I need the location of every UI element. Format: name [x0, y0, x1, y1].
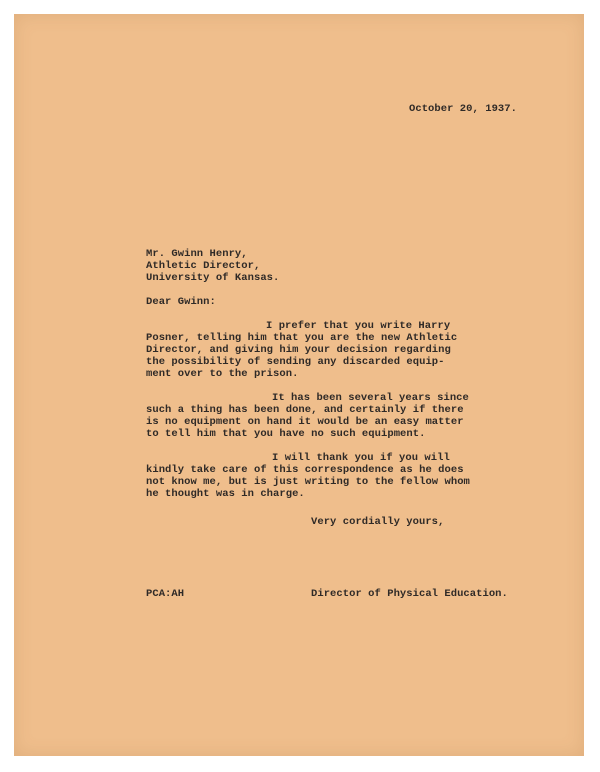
paragraph-3-line-1: I will thank you if you will: [272, 452, 450, 464]
recipient-name: Mr. Gwinn Henry,: [146, 248, 248, 260]
paragraph-1-line-1: I prefer that you write Harry: [266, 320, 451, 332]
paragraph-2-line-2: such a thing has been done, and certainly if there: [146, 404, 464, 416]
paragraph-1-line-3: Director, and giving him your decision regarding: [146, 344, 451, 356]
closing: Very cordially yours,: [311, 516, 445, 528]
salutation: Dear Gwinn:: [146, 296, 216, 308]
paragraph-2-line-4: to tell him that you have no such equipment.: [146, 428, 426, 440]
paragraph-1-line-2: Posner, telling him that you are the new Athletic: [146, 332, 458, 344]
paragraph-2-line-1: It has been several years since: [272, 392, 469, 404]
paragraph-1-line-5: ment over to the prison.: [146, 368, 299, 380]
signature-title: Director of Physical Education.: [311, 588, 508, 600]
typist-initials: PCA:AH: [146, 588, 185, 600]
paragraph-3-line-3: not know me, but is just writing to the fellow whom: [146, 476, 470, 488]
paragraph-3-line-2: kindly take care of this correspondence as he does: [146, 464, 464, 476]
letter-page: [14, 14, 584, 756]
paragraph-3-line-4: he thought was in charge.: [146, 488, 305, 500]
paragraph-1-line-4: the possibility of sending any discarded equip-: [146, 356, 445, 368]
letter-date: October 20, 1937.: [409, 103, 517, 115]
recipient-title: Athletic Director,: [146, 260, 261, 272]
paragraph-2-line-3: is no equipment on hand it would be an easy matter: [146, 416, 464, 428]
recipient-institution: University of Kansas.: [146, 272, 280, 284]
